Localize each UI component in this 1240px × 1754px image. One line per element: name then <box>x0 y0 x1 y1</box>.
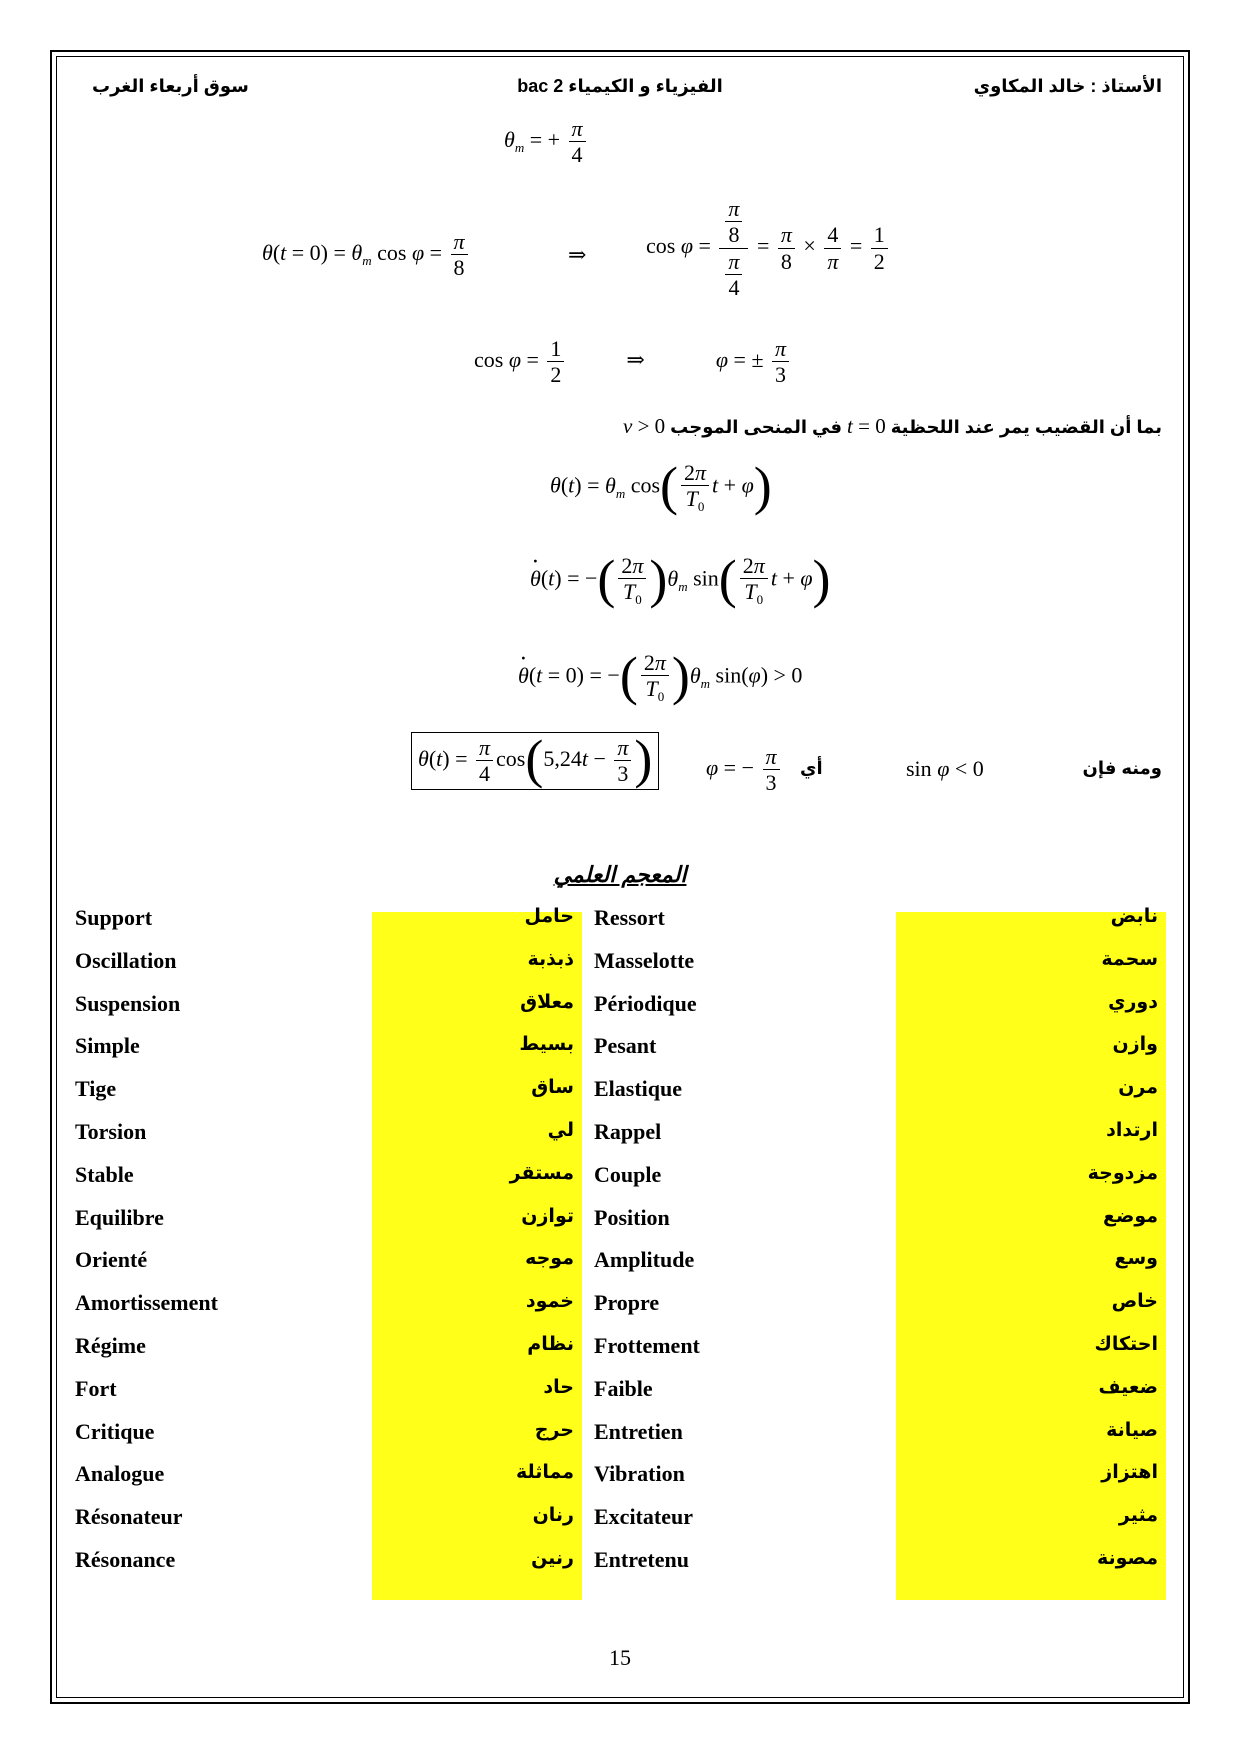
vocab-arabic-2: موضع <box>1102 1206 1158 1227</box>
vocab-french-2: Rappel <box>594 1119 662 1144</box>
vocab-arabic-2: خاص <box>1111 1291 1158 1312</box>
vocab-arabic-1: توازن <box>521 1206 574 1227</box>
vocab-french-1: Tige <box>75 1076 117 1101</box>
vocab-arabic-1: لي <box>547 1120 574 1141</box>
vocab-arabic-1: ذبذبة <box>527 949 574 970</box>
equation-final-solution: θ(t) = $\frac{\pi}{4}$ cos(5,24t − $\frac{\pi}{3}$ ) <box>411 732 659 790</box>
vocab-arabic-2: سحمة <box>1101 949 1158 970</box>
vocab-french-2: Faible <box>594 1376 653 1401</box>
vocab-arabic-1: رنين <box>531 1548 574 1569</box>
vocab-arabic-2: مزدوجة <box>1087 1163 1158 1184</box>
vocab-french-1: Amortissement <box>75 1290 218 1315</box>
vocab-arabic-1: بسيط <box>519 1034 574 1055</box>
vocab-arabic-2: وازن <box>1112 1034 1158 1055</box>
vocab-french-1: Simple <box>75 1033 140 1058</box>
vocab-arabic-2: مصونة <box>1096 1548 1158 1569</box>
implies-symbol: ⇒ <box>568 242 587 267</box>
vocab-arabic-1: حرج <box>534 1420 574 1441</box>
vocab-arabic-2: احتكاك <box>1094 1334 1158 1355</box>
vocab-french-1: Résonateur <box>75 1504 183 1529</box>
equation-theta-t: $\theta(t) = \theta_m$ cos( $\frac{2\pi}{T_0}$ t + φ) <box>550 455 772 516</box>
vocab-french-2: Ressort <box>594 905 665 930</box>
ie-text: أي <box>800 758 823 778</box>
equation-theta-dot: · θ(t) = −( $\frac{2\pi}{T_0}$ )$\theta_m$ sin( $\frac{2\pi}{T_0}$ t + φ) <box>530 553 831 608</box>
vocab-french-1: Analogue <box>75 1461 165 1486</box>
vocab-arabic-1: مستقر <box>509 1163 574 1184</box>
vocab-french-1: Critique <box>75 1419 155 1444</box>
vocab-french-2: Amplitude <box>594 1247 695 1272</box>
vocab-french-1: Suspension <box>75 991 181 1016</box>
vocab-arabic-2: صيانة <box>1106 1420 1158 1441</box>
vocabulary-title: المعجم العلمي <box>553 862 687 887</box>
header-subject: الفيزياء و الكيمياء 2 bac <box>517 76 723 96</box>
vocab-french-1: Régime <box>75 1333 146 1358</box>
equation-theta-dot-initial: · θ(t = 0) = −( $\frac{2\pi}{T_0}$ )$\theta_m$ sin(φ) > 0 <box>518 650 802 705</box>
vocab-french-1: Equilibre <box>75 1205 164 1230</box>
vocab-french-1: Fort <box>75 1376 117 1401</box>
vocab-arabic-2: دوري <box>1108 992 1158 1013</box>
equation-initial-condition: $\theta(t = 0) = \theta_m$ cos φ = $\frac{\pi}{8}$ <box>262 229 471 281</box>
equation-phi-final: φ = − $\frac{\pi}{3}$ <box>706 744 783 796</box>
vocab-arabic-1: ساق <box>531 1077 574 1098</box>
vocab-arabic-1: حامل <box>524 906 574 927</box>
vocab-arabic-2: ضعيف <box>1098 1377 1158 1398</box>
equation-phi-values: cos φ = $\frac{1}{2}$ ⇒ φ = ± $\frac{\pi}{3}$ <box>474 336 792 388</box>
vocab-french-2: Frottement <box>594 1333 700 1358</box>
vocab-arabic-1: مماثلة <box>515 1462 574 1483</box>
vocab-arabic-2: نابض <box>1110 906 1158 927</box>
vocab-french-1: Support <box>75 905 153 930</box>
vocab-arabic-2: مثير <box>1118 1505 1158 1526</box>
vocab-arabic-2: وسع <box>1114 1248 1158 1269</box>
vocab-french-1: Résonance <box>75 1547 176 1572</box>
therefore-text: ومنه فإن <box>1082 758 1162 778</box>
header-teacher: الأستاذ : خالد المكاوي <box>973 76 1162 96</box>
vocab-arabic-1: خمود <box>525 1291 574 1312</box>
vocab-arabic-1: موجه <box>525 1248 574 1269</box>
vocab-arabic-1: حاد <box>543 1377 574 1398</box>
vocab-french-2: Couple <box>594 1162 662 1187</box>
page-number: 15 <box>609 1645 631 1670</box>
vocab-french-2: Position <box>594 1205 670 1230</box>
vocab-french-2: Périodique <box>594 991 697 1016</box>
vocab-french-2: Pesant <box>594 1033 657 1058</box>
vocab-french-2: Propre <box>594 1290 660 1315</box>
header-location: سوق أربعاء الغرب <box>92 76 249 96</box>
vocab-french-2: Entretien <box>594 1419 683 1444</box>
vocab-french-2: Entretenu <box>594 1547 689 1572</box>
vocab-arabic-2: مرن <box>1118 1077 1158 1098</box>
equation-sin-phi: sin φ < 0 <box>906 756 984 781</box>
condition-text: بما أن القضيب يمر عند اللحظية t = 0 في المنحى الموجب v > 0 <box>622 414 1162 438</box>
vocab-french-1: Oscillation <box>75 948 177 973</box>
vocab-french-1: Torsion <box>75 1119 147 1144</box>
vocab-french-2: Masselotte <box>594 948 695 973</box>
equation-theta-m: $\theta_m$ = + $\frac{\pi}{4}$ <box>504 116 589 168</box>
vocab-french-1: Orienté <box>75 1247 148 1272</box>
vocab-french-2: Elastique <box>594 1076 683 1101</box>
vocab-french-1: Stable <box>75 1162 134 1187</box>
vocab-arabic-2: اهتزاز <box>1101 1462 1158 1483</box>
vocab-arabic-1: رنان <box>532 1505 574 1526</box>
vocab-arabic-1: نظام <box>527 1334 574 1355</box>
vocab-french-2: Excitateur <box>594 1504 693 1529</box>
vocab-french-2: Vibration <box>594 1461 685 1486</box>
vocab-arabic-2: ارتداد <box>1106 1120 1158 1141</box>
equation-cos-phi: cos φ = $\frac{\frac{\pi}{8}}{\frac{\pi}{4}}$ = $\frac{\pi}{8}$ × $\frac{4}{\pi}$ = $\frac{1}{2}$ <box>646 196 891 300</box>
vocab-arabic-1: معلاق <box>520 992 574 1013</box>
